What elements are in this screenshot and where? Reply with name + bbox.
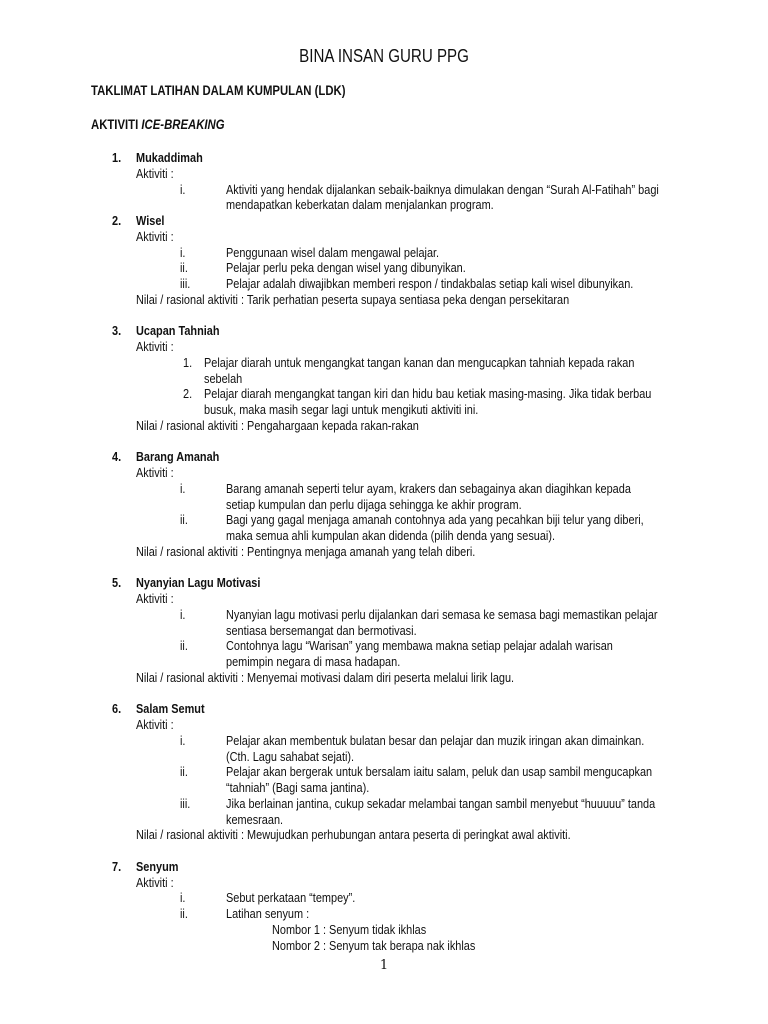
- list-item-marker: iii.: [180, 795, 191, 811]
- nilai-line: [0, 292, 768, 308]
- list-item-marker: 1.: [183, 354, 193, 370]
- section-heading-line: [0, 575, 768, 591]
- nilai-line: [0, 544, 768, 560]
- list-item-marker: i.: [180, 181, 186, 197]
- list-item-marker: i.: [180, 606, 186, 622]
- sub-item-text: Nombor 1 : Senyum tidak ikhlas: [272, 921, 427, 937]
- list-item-line: [0, 197, 768, 213]
- blank-line: [0, 434, 768, 450]
- nilai-line: [0, 670, 768, 686]
- aktiviti-label: Aktiviti :: [136, 591, 174, 606]
- document-title: BINA INSAN GURU PPG: [299, 46, 469, 66]
- section-heading-line: [0, 323, 768, 339]
- aktiviti-label-line: [0, 591, 768, 607]
- list-item-line: [0, 780, 768, 796]
- list-item-line: [0, 623, 768, 639]
- list-item-line: [0, 890, 768, 906]
- list-item-line: [0, 733, 768, 749]
- list-item-text: Latihan senyum :: [226, 906, 310, 921]
- section-title: Wisel: [136, 213, 165, 228]
- aktiviti-label: Aktiviti :: [136, 165, 174, 181]
- sub-item-line: [0, 938, 768, 954]
- list-item-line: [0, 607, 768, 623]
- list-item-line: [0, 497, 768, 513]
- list-item-marker: 2.: [183, 386, 193, 402]
- list-item-line: [0, 355, 768, 371]
- nilai-rasional-text: Nilai / rasional aktiviti : Pengahargaan kepada rakan-rakan: [136, 417, 419, 433]
- list-item-text: Penggunaan wisel dalam mengawal pelajar.: [226, 244, 440, 260]
- list-item-text: mendapatkan keberkatan dalam menjalankan program.: [226, 197, 494, 213]
- section-number: 4.: [112, 449, 122, 465]
- list-item-marker: ii.: [180, 638, 188, 654]
- list-item-line: [0, 812, 768, 828]
- list-item-line: [0, 402, 768, 418]
- list-item-line: [0, 260, 768, 276]
- list-item-text: Pelajar akan bergerak untuk bersalam iaitu salam, peluk dan usap sambil mengucapkan: [226, 764, 653, 780]
- list-item-line: [0, 182, 768, 198]
- list-item-text: pemimpin negara di masa hadapan.: [226, 654, 401, 669]
- activity-heading-italic: ICE-BREAKING: [141, 117, 225, 132]
- list-item-marker: ii.: [180, 260, 188, 276]
- list-item-line: [0, 906, 768, 922]
- list-item-line: [0, 796, 768, 812]
- section-heading-line: [0, 150, 768, 166]
- list-item-text: “tahniah” (Bagi sama jantina).: [226, 780, 370, 795]
- list-item-line: [0, 386, 768, 402]
- nilai-rasional-text: Nilai / rasional aktiviti : Tarik perhatian peserta supaya sentiasa peka dengan persekitaran: [136, 291, 570, 307]
- section-heading-line: [0, 859, 768, 875]
- list-item-line: [0, 512, 768, 528]
- section-title: Nyanyian Lagu Motivasi: [136, 575, 261, 591]
- document-body: [0, 150, 768, 953]
- list-item-marker: ii.: [180, 512, 188, 528]
- list-item-text: Barang amanah seperti telur ayam, krakers dan sebagainya akan diagihkan kepada: [226, 480, 631, 496]
- aktiviti-label: Aktiviti :: [136, 339, 174, 354]
- section-heading-line: [0, 449, 768, 465]
- aktiviti-label-line: [0, 339, 768, 355]
- list-item-text: (Cth. Lagu sahabat sejati).: [226, 748, 355, 764]
- list-item-line: [0, 245, 768, 261]
- blank-line: [0, 308, 768, 324]
- list-item-line: [0, 371, 768, 387]
- aktiviti-label: Aktiviti :: [136, 465, 174, 480]
- page-number: 1: [379, 958, 389, 973]
- list-item-marker: i.: [180, 890, 186, 906]
- section-heading-line: [0, 213, 768, 229]
- list-item-text: Bagi yang gagal menjaga amanah contohnya ada yang pecahkan biji telur yang diberi,: [226, 512, 644, 528]
- section-title: Senyum: [136, 858, 179, 874]
- list-item-text: setiap kumpulan dan perlu dijaga sehingga ke akhir program.: [226, 496, 522, 512]
- list-item-line: [0, 276, 768, 292]
- aktiviti-label-line: [0, 875, 768, 891]
- section-title: Barang Amanah: [136, 449, 220, 465]
- section-number: 7.: [112, 858, 122, 874]
- nilai-rasional-text: Nilai / rasional aktiviti : Menyemai motivasi dalam diri peserta melalui lirik lagu.: [136, 669, 515, 685]
- section-title: Ucapan Tahniah: [136, 323, 220, 339]
- section-number: 5.: [112, 575, 122, 591]
- list-item-marker: iii.: [180, 276, 191, 291]
- list-item-text: Sebut perkataan “tempey”.: [226, 890, 356, 906]
- section-number: 3.: [112, 323, 122, 339]
- list-item-marker: ii.: [180, 764, 188, 780]
- list-item-marker: ii.: [180, 906, 188, 921]
- list-item-text: Nyanyian lagu motivasi perlu dijalankan dari semasa ke semasa bagi memastikan pelajar: [226, 606, 658, 622]
- sub-item-line: [0, 922, 768, 938]
- nilai-line: [0, 418, 768, 434]
- list-item-text: Pelajar akan membentuk bulatan besar dan pelajar dan muzik iringan akan dimainkan.: [226, 732, 645, 748]
- list-item-text: Contohnya lagu “Warisan” yang membawa makna setiap pelajar adalah warisan: [226, 638, 613, 654]
- list-item-marker: i.: [180, 732, 186, 748]
- section-number: 6.: [112, 701, 122, 717]
- list-item-text: kemesraan.: [226, 811, 284, 827]
- list-item-line: [0, 481, 768, 497]
- aktiviti-label-line: [0, 166, 768, 182]
- nilai-line: [0, 827, 768, 843]
- aktiviti-label: Aktiviti :: [136, 228, 174, 244]
- list-item-text: Pelajar adalah diwajibkan memberi respon / tindakbalas setiap kali wisel dibunyikan.: [226, 276, 634, 291]
- activity-heading: [91, 117, 250, 132]
- list-item-text: Pelajar perlu peka dengan wisel yang dibunyikan.: [226, 260, 466, 276]
- list-item-text: sentiasa bersemangat dan bermotivasi.: [226, 622, 417, 638]
- aktiviti-label-line: [0, 229, 768, 245]
- list-item-text: sebelah: [204, 370, 243, 386]
- list-item-line: [0, 654, 768, 670]
- nilai-rasional-text: Nilai / rasional aktiviti : Pentingnya menjaga amanah yang telah diberi.: [136, 543, 476, 559]
- list-item-line: [0, 638, 768, 654]
- section-number: 1.: [112, 150, 122, 165]
- list-item-text: maka semua ahli kumpulan akan didenda (pilih denda yang sesuai).: [226, 528, 556, 543]
- blank-line: [0, 560, 768, 576]
- list-item-text: busuk, maka masih segar lagi untuk mengikuti aktiviti ini.: [204, 402, 479, 417]
- list-item-line: [0, 528, 768, 544]
- list-item-marker: i.: [180, 480, 186, 496]
- nilai-rasional-text: Nilai / rasional aktiviti : Mewujudkan perhubungan antara peserta di peringkat awal aktiviti.: [136, 827, 571, 843]
- list-item-text: Pelajar diarah mengangkat tangan kiri dan hidu bau ketiak masing-masing. Jika tidak berbau: [204, 386, 652, 402]
- list-item-text: Aktiviti yang hendak dijalankan sebaik-baiknya dimulakan dengan “Surah Al-Fatihah” bagi: [226, 181, 659, 197]
- blank-line: [0, 686, 768, 702]
- section-title: Salam Semut: [136, 701, 205, 717]
- list-item-line: [0, 749, 768, 765]
- activity-heading-prefix: AKTIVITI: [91, 117, 142, 132]
- aktiviti-label-line: [0, 717, 768, 733]
- section-heading-line: [0, 701, 768, 717]
- aktiviti-label: Aktiviti :: [136, 874, 174, 890]
- blank-line: [0, 843, 768, 859]
- list-item-marker: i.: [180, 244, 186, 260]
- list-item-text: Jika berlainan jantina, cukup sekadar melambai tangan sambil menyebut “huuuuu” tanda: [226, 795, 656, 811]
- section-number: 2.: [112, 213, 122, 228]
- sub-item-text: Nombor 2 : Senyum tak berapa nak ikhlas: [272, 937, 476, 953]
- aktiviti-label: Aktiviti :: [136, 717, 174, 732]
- section-title: Mukaddimah: [136, 150, 203, 165]
- list-item-text: Pelajar diarah untuk mengangkat tangan kanan dan mengucapkan tahniah kepada rakan: [204, 354, 635, 370]
- document-subtitle: TAKLIMAT LATIHAN DALAM KUMPULAN (LDK): [91, 83, 346, 98]
- aktiviti-label-line: [0, 465, 768, 481]
- list-item-line: [0, 764, 768, 780]
